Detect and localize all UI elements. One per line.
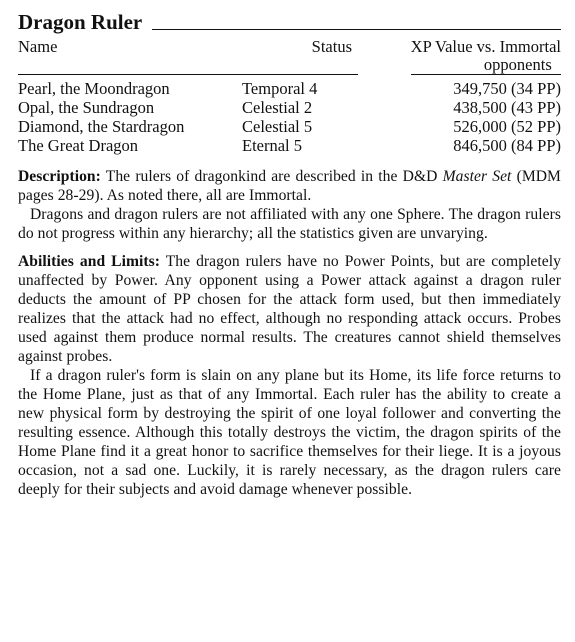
description-text-b: (MDM pages 28-29). As noted there, all are Immortal. bbox=[18, 168, 561, 204]
abilities-text: The dragon rulers have no Power Points, but are completely unaffected by Power. Any opponent using a Power attack against a dragon ruler deducts the amount of PP chosen for the attack form used, but then immediately realizes that the attack had no effect, although no responding attack occurs. Probes used against them produce normal results. The creatures cannot shield themselves against probes. bbox=[18, 253, 561, 365]
page-title: Dragon Ruler bbox=[18, 10, 143, 34]
header-xp-line2: opponents bbox=[411, 56, 561, 75]
heading-rule bbox=[152, 29, 561, 30]
row-name: The Great Dragon bbox=[18, 136, 139, 155]
table-header bbox=[18, 38, 561, 74]
header-name: Name bbox=[18, 37, 58, 56]
abilities-label: Abilities and Limits: bbox=[18, 253, 160, 270]
description-label: Description: bbox=[18, 168, 101, 185]
description-paragraph-2: Dragons and dragon rulers are not affiliated with any one Sphere. The dragon rulers do not progress within any hierarchy; all the statistics given are unvarying. bbox=[18, 206, 561, 242]
row-status: Celestial 5 bbox=[242, 117, 313, 136]
header-xp-block bbox=[411, 38, 561, 75]
row-xp: 846,500 (84 PP) bbox=[453, 136, 561, 155]
row-name: Pearl, the Moondragon bbox=[18, 79, 170, 98]
header-status: Status bbox=[311, 37, 352, 56]
row-status: Temporal 4 bbox=[242, 79, 318, 98]
table-row bbox=[18, 117, 561, 136]
header-xp-line1: XP Value vs. Immortal bbox=[410, 37, 561, 56]
description-paragraph bbox=[18, 167, 561, 205]
header-xp bbox=[366, 38, 561, 75]
row-name: Opal, the Sundragon bbox=[18, 98, 155, 117]
row-status: Eternal 5 bbox=[242, 136, 303, 155]
table-row bbox=[18, 79, 561, 98]
table-row bbox=[18, 98, 561, 117]
abilities-paragraph bbox=[18, 252, 561, 366]
abilities-paragraph-2: If a dragon ruler's form is slain on any plane but its Home, its life force returns to the Home Plane, just as that of any Immortal. Each ruler has the ability to create a new physical form by destroying the spirit of one loyal follower and converting the resulting essence. Although this totally destroys the victim, the dragon spirits of the Home Plane find it a great honor to sacrifice themselves for their liege. It is a joyous occasion, not a sad one. Luckily, it is rarely necessary, as the dragon rulers care deeply for their subjects and avoid damage whenever possible. bbox=[18, 367, 561, 498]
header-underline bbox=[18, 74, 358, 75]
row-xp: 438,500 (43 PP) bbox=[453, 98, 561, 117]
description-italic: Master Set bbox=[442, 168, 512, 185]
dragon-ruler-table bbox=[18, 38, 561, 155]
description-text-a: The rulers of dragonkind are described in the D&D bbox=[100, 168, 443, 185]
row-status: Celestial 2 bbox=[242, 98, 313, 117]
row-xp: 526,000 (52 PP) bbox=[453, 117, 561, 136]
row-xp: 349,750 (34 PP) bbox=[453, 79, 561, 98]
row-name: Diamond, the Stardragon bbox=[18, 117, 185, 136]
table-body bbox=[18, 79, 561, 155]
heading-row bbox=[18, 10, 561, 34]
table-row bbox=[18, 136, 561, 155]
